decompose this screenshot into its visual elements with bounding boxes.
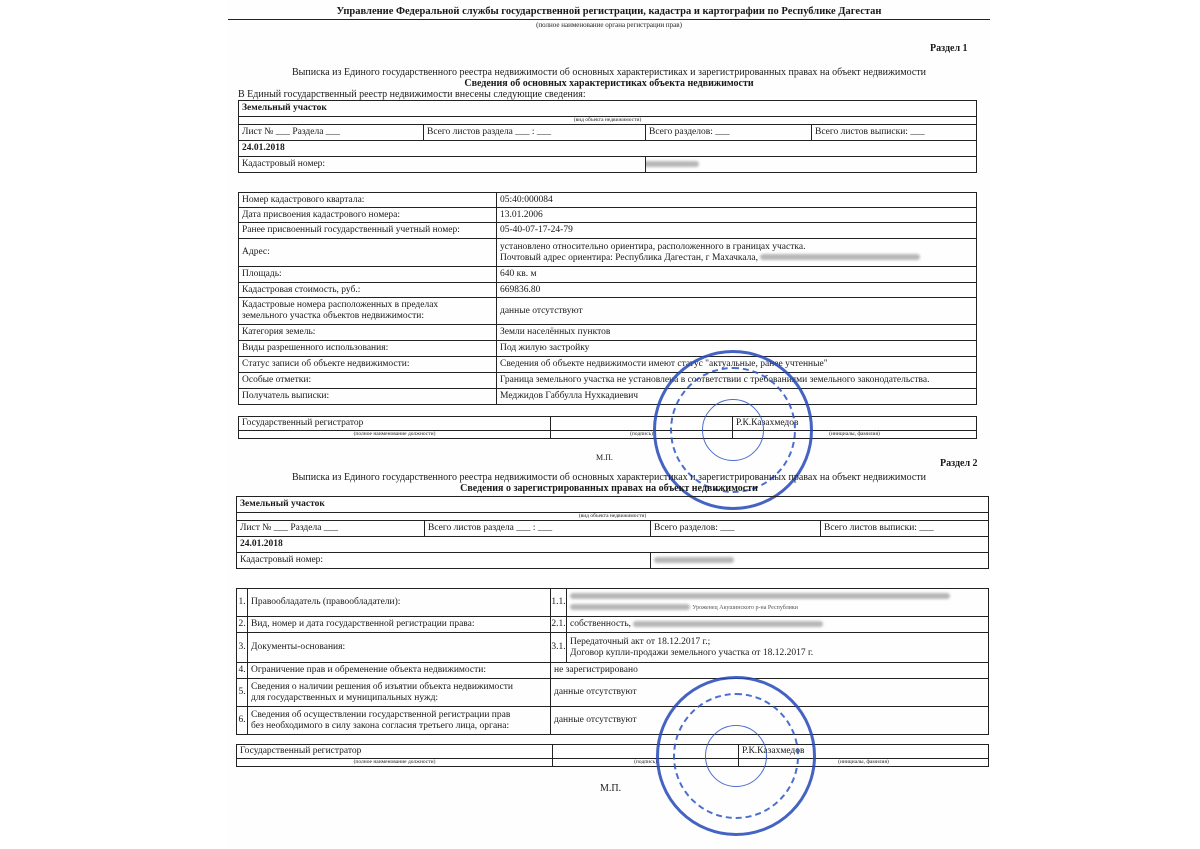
row-label: Документы-основания:: [248, 633, 551, 663]
section2-label: Раздел 2: [940, 458, 978, 469]
caption-initials: (инициалы, фамилия): [733, 431, 977, 439]
registrar-position: Государственный регистратор: [239, 417, 551, 431]
row-label: Сведения об осуществлении государственной регистрации прав без необходимого в силу закона согласия третьего лица, органа:: [248, 707, 551, 735]
section2-rights-table: [236, 588, 989, 735]
row-label: Дата присвоения кадастрового номера:: [239, 208, 497, 223]
stamp-emblem-icon: [702, 399, 764, 461]
row-value: Граница земельного участка не установлена в соответствии с требованиями земельного законодательства.: [497, 373, 977, 389]
row-label: Ранее присвоенный государственный учетный номер:: [239, 223, 497, 239]
caption-position: (полное наименование должности): [237, 759, 553, 767]
object-type-caption: (вид объекта недвижимости): [239, 117, 977, 125]
row-value: Сведения об объекте недвижимости имеют статус "актуальные, ранее учтенные": [497, 357, 977, 373]
row-number: 5.: [237, 679, 248, 707]
document-page: [228, 0, 990, 849]
rightholder-value: [567, 589, 989, 617]
total-sheets: Всего листов выписки: ___: [821, 521, 989, 537]
row-number: 3.: [237, 633, 248, 663]
section1-registrar-table: [238, 416, 977, 439]
row-number: 1.: [237, 589, 248, 617]
row-label: Кадастровые номера расположенных в пределах земельного участка объектов недвижимости:: [239, 298, 497, 325]
section1-mp: М.П.: [596, 453, 613, 462]
row-value: 13.01.2006: [497, 208, 977, 223]
section2-registrar-table: [236, 744, 989, 767]
row-value: собственность,: [567, 617, 989, 633]
stamp-emblem-icon: [705, 725, 767, 787]
row-label: Площадь:: [239, 267, 497, 283]
section2-title: Выписка из Единого государственного реестра недвижимости об основных характеристиках и зарегистрированных правах на объект недвижимости: [291, 472, 926, 483]
row-value: 05:40:000084: [497, 193, 977, 208]
row-subnumber: 1.1.: [551, 589, 567, 617]
caption-position: (полное наименование должности): [239, 431, 551, 439]
row-value: 05-40-07-17-24-79: [497, 223, 977, 239]
row-value: данные отсутствуют: [551, 707, 989, 735]
address-line-1: установлено относительно ориентира, расположенного в границах участка.: [500, 241, 806, 252]
row-value: Передаточный акт от 18.12.2017 г.; Договор купли-продажи земельного участка от 18.12.2017 г.: [567, 633, 989, 663]
sheet-number: Лист № ___ Раздела ___: [239, 125, 424, 141]
row-number: 2.: [237, 617, 248, 633]
caption-initials: (инициалы, фамилия): [739, 759, 989, 767]
total-sections: Всего разделов: ___: [651, 521, 821, 537]
official-stamp: [656, 676, 816, 836]
row-value: не зарегистрировано: [551, 663, 989, 679]
org-caption: (полное наименование органа регистрации прав): [536, 21, 682, 29]
row-label: Номер кадастрового квартала:: [239, 193, 497, 208]
caption-signature: (подпись): [553, 759, 739, 767]
row-value: 640 кв. м: [497, 267, 977, 283]
total-sections: Всего разделов: ___: [646, 125, 812, 141]
row-subnumber: 2.1.: [551, 617, 567, 633]
row-label: Получатель выписки:: [239, 389, 497, 405]
section1-title: Выписка из Единого государственного реестра недвижимости об основных характеристиках и зарегистрированных правах на объект недвижимости: [291, 67, 926, 78]
total-sheets-section: Всего листов раздела ___ : ___: [425, 521, 651, 537]
row-label: Категория земель:: [239, 325, 497, 341]
section1-characteristics-table: [238, 192, 977, 405]
row-label: Виды разрешенного использования:: [239, 341, 497, 357]
row-label: Ограничение прав и обременение объекта недвижимости:: [248, 663, 551, 679]
section2-mp: М.П.: [600, 783, 622, 794]
section1-subtitle: Сведения об основных характеристиках объекта недвижимости: [464, 78, 754, 89]
extract-date: 24.01.2018: [237, 537, 989, 553]
row-number: 6.: [237, 707, 248, 735]
section1-header-table: [238, 100, 977, 173]
registrar-position: Государственный регистратор: [237, 745, 553, 759]
rightholder-note: Уроженец Акушинского р-на Республики: [692, 605, 799, 611]
address-value: [497, 239, 977, 267]
object-type: Земельный участок: [239, 101, 977, 117]
cadastral-number-value: [651, 553, 989, 569]
registrar-name: Р.К.Казахмедов: [739, 745, 989, 759]
row-value: Земли населённых пунктов: [497, 325, 977, 341]
total-sheets: Всего листов выписки: ___: [812, 125, 977, 141]
row-subnumber: 3.1.: [551, 633, 567, 663]
row-label: Вид, номер и дата государственной регистрации права:: [248, 617, 551, 633]
section2-header-table: [236, 496, 989, 569]
object-type: Земельный участок: [237, 497, 989, 513]
section1-intro: В Единый государственный реестр недвижимости внесены следующие сведения:: [238, 89, 586, 100]
row-number: 4.: [237, 663, 248, 679]
row-label: Особые отметки:: [239, 373, 497, 389]
caption-signature: (подпись): [551, 431, 733, 439]
extract-date: 24.01.2018: [239, 141, 977, 157]
row-label: Сведения о наличии решения об изъятии объекта недвижимости для государственных и муниципальных нужд:: [248, 679, 551, 707]
row-label: Правообладатель (правообладатели):: [248, 589, 551, 617]
row-value: 669836.80: [497, 283, 977, 298]
row-value: данные отсутствуют: [497, 298, 977, 325]
row-label: Кадастровая стоимость, руб.:: [239, 283, 497, 298]
address-line-2: Почтовый адрес ориентира: Республика Дагестан, г Махачкала,: [500, 252, 758, 263]
sheet-number: Лист № ___ Раздела ___: [237, 521, 425, 537]
org-underline: [228, 19, 990, 20]
section2-subtitle: Сведения о зарегистрированных правах на объект недвижимости: [460, 483, 758, 494]
row-value: Меджидов Габбулла Нухкадиевич: [497, 389, 977, 405]
row-label: Статус записи об объекте недвижимости:: [239, 357, 497, 373]
cadastral-number-label: Кадастровый номер:: [237, 553, 651, 569]
row-label: Адрес:: [239, 239, 497, 267]
section1-label: Раздел 1: [930, 43, 968, 54]
cadastral-number-label: Кадастровый номер:: [239, 157, 646, 173]
registrar-name: Р.К.Казахмедов: [733, 417, 977, 431]
total-sheets-section: Всего листов раздела ___ : ___: [424, 125, 646, 141]
row-value: Под жилую застройку: [497, 341, 977, 357]
cadastral-number-value: [646, 157, 977, 173]
row-value: данные отсутствуют: [551, 679, 989, 707]
org-name: Управление Федеральной службы государственной регистрации, кадастра и картографии по Республике Дагестан: [336, 6, 882, 17]
object-type-caption: (вид объекта недвижимости): [237, 513, 989, 521]
